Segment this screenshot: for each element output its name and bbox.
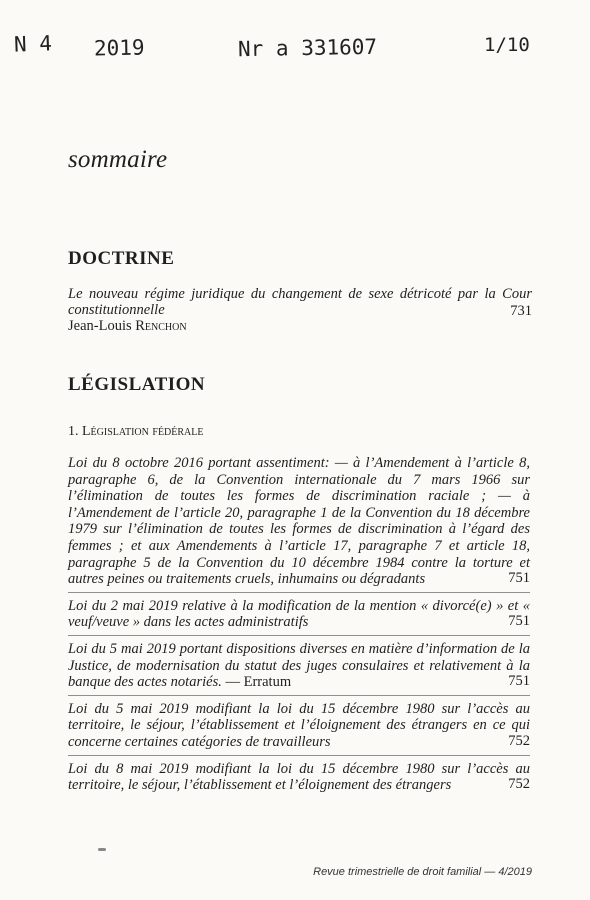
subheading-number: 1. xyxy=(68,424,79,439)
entry-text: Loi du 5 mai 2019 modifiant la loi du 15 décembre 1980 sur l’accès au territoire, le séjour, l’établissement et l’éloignement des étrangers en ce qui concerne certaines catégories de travailleurs xyxy=(68,700,530,750)
entry-text: Loi du 2 mai 2019 relative à la modification de la mention « divorcé(e) » et « veuf/veuve » dans les actes administratifs xyxy=(68,597,530,631)
legislation-entry[interactable] xyxy=(68,455,530,593)
handwritten-mark: N 4 xyxy=(13,31,53,57)
page-number: 731 xyxy=(510,303,532,319)
ink-speck xyxy=(98,848,106,851)
author-first-name: Jean-Louis xyxy=(68,318,132,334)
legislation-entry[interactable] xyxy=(68,701,530,756)
author-last-name: Renchon xyxy=(135,318,187,334)
doctrine-entry-title: Le nouveau régime juridique du changement de sexe détricoté par la Cour constitutionnelle xyxy=(68,286,532,318)
legislation-entry[interactable] xyxy=(68,598,530,636)
legislation-entries xyxy=(68,455,530,803)
legislation-entry[interactable] xyxy=(68,641,530,696)
page-number: 752 xyxy=(508,776,530,793)
subheading-label: Législation fédérale xyxy=(82,424,204,439)
doctrine-entry[interactable] xyxy=(68,286,532,334)
page-title: sommaire xyxy=(68,146,168,173)
page-number: 752 xyxy=(508,732,530,749)
page-number: 751 xyxy=(508,673,530,690)
handwritten-mark: Nr a 331607 xyxy=(237,34,378,62)
page-number: 751 xyxy=(508,613,530,630)
federal-legislation-subheading xyxy=(68,424,204,440)
doctrine-heading: DOCTRINE xyxy=(68,248,175,269)
entry-text: Loi du 5 mai 2019 portant dispositions diverses en matière d’information de la Justice, de modernisation du statut des juges consulaires et relativement à la banque des actes notariés. — Erratum xyxy=(68,640,530,691)
legislation-heading: LÉGISLATION xyxy=(68,374,206,395)
doctrine-entry-author xyxy=(68,318,532,334)
handwritten-mark: 1/10 xyxy=(484,34,530,56)
legislation-entry[interactable] xyxy=(68,761,530,798)
page-number: 751 xyxy=(508,570,530,587)
handwritten-annotations xyxy=(0,30,590,70)
entry-text: Loi du 8 octobre 2016 portant assentiment: — à l’Amendement à l’article 8, paragraphe 6, de la Convention internationale du 7 mars 1966 sur l’élimination de toutes les formes de discrimination raciale ; — à l’Amendement de l’article 20, paragraphe 1 de la Convention du 18 décembre 1979 sur l’élimination de toutes les formes de discrimination à l’égard des femmes ; et aux Amendements à l’article 17, paragraphe 7 et article 18, paragraphe 5 de la Convention du 10 décembre 1984 contre la torture et autres peines ou traitements cruels, inhumains ou dégradants xyxy=(68,455,530,588)
entry-text: Loi du 8 mai 2019 modifiant la loi du 15 décembre 1980 sur l’accès au territoire, le séjour, l’établissement et l’éloignement des étrangers xyxy=(68,760,530,794)
journal-footer: Revue trimestrielle de droit familial — 4/2019 xyxy=(313,866,532,878)
handwritten-mark: 2019 xyxy=(93,35,145,61)
